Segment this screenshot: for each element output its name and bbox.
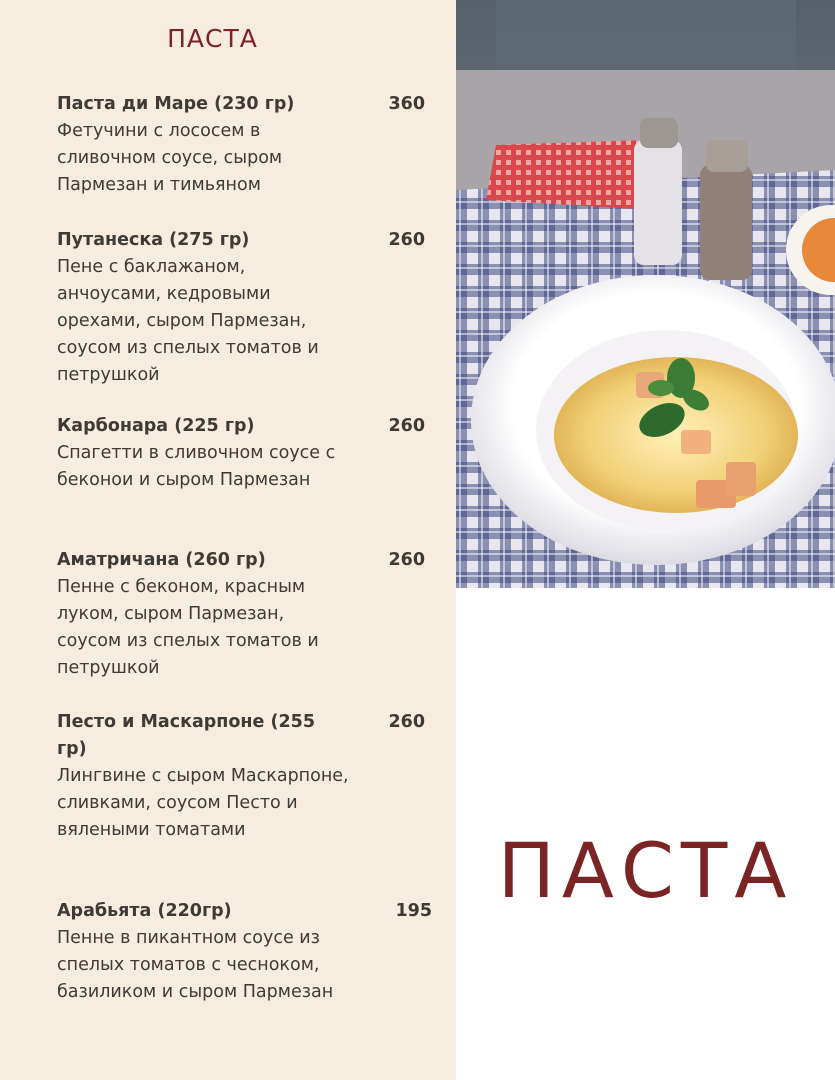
item-price: 260 bbox=[388, 712, 425, 732]
item-name: Аматричана (260 гр) bbox=[57, 550, 266, 570]
pasta-photo bbox=[456, 0, 835, 588]
menu-item-carbonara bbox=[57, 413, 432, 494]
item-description: Пенне в пикантном соусе из спелых томатов с чесноком, базиликом и сыром Пармезан bbox=[57, 928, 334, 1002]
item-description: Пенне с беконом, красным луком, сыром Пармезан, соусом из спелых томатов и петрушкой bbox=[57, 577, 319, 678]
item-name: Паста ди Маре (230 гр) bbox=[57, 94, 295, 114]
item-name: Карбонара (225 гр) bbox=[57, 416, 255, 436]
item-description: Спагетти в сливочном соусе с беконои и сыром Пармезан bbox=[57, 443, 336, 490]
item-price: 360 bbox=[388, 94, 425, 114]
item-description: Лингвине с сыром Маскарпоне, сливками, соусом Песто и вялеными томатами bbox=[57, 766, 349, 840]
menu-item-pesto-mascarpone bbox=[57, 709, 432, 844]
item-name: Путанеска (275 гр) bbox=[57, 230, 250, 250]
menu-item-arrabbiata bbox=[57, 898, 432, 1006]
item-price: 195 bbox=[395, 901, 432, 921]
section-title: ПАСТА bbox=[167, 24, 258, 53]
item-price: 260 bbox=[388, 550, 425, 570]
item-description: Пене с баклажаном, анчоусами, кедровыми орехами, сыром Пармезан, соусом из спелых томатов и петрушкой bbox=[57, 257, 319, 385]
item-name: Песто и Маскарпоне (255 гр) bbox=[57, 712, 316, 759]
menu-item-puttanesca bbox=[57, 227, 432, 389]
item-price: 260 bbox=[388, 416, 425, 436]
item-price: 260 bbox=[388, 230, 425, 250]
menu-item-pasta-di-mare bbox=[57, 91, 432, 199]
menu-item-amatriciana bbox=[57, 547, 432, 682]
item-description: Фетучини с лососем в сливочном соусе, сыром Пармезан и тимьяном bbox=[57, 121, 283, 195]
page-heading: ПАСТА bbox=[497, 826, 794, 915]
item-name: Арабьята (220гр) bbox=[57, 901, 232, 921]
